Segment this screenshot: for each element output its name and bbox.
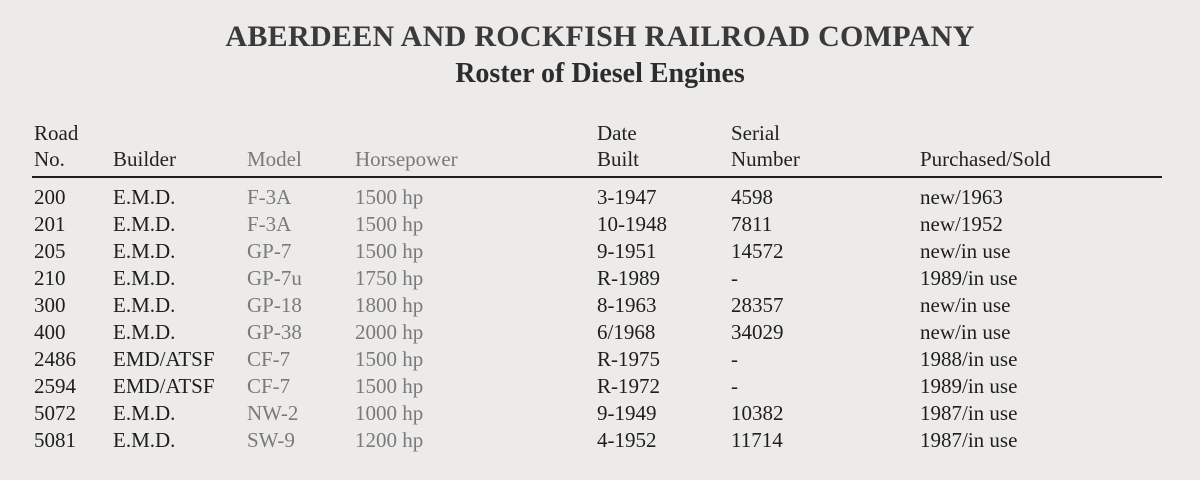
cell-model: NW-2 — [247, 401, 299, 425]
cell-serial-number: - — [731, 374, 738, 398]
header-horsepower: Horsepower — [355, 147, 458, 171]
cell-horsepower: 1800 hp — [355, 293, 424, 317]
header-road-line1: Road — [34, 121, 79, 145]
cell-model: GP-18 — [247, 293, 302, 317]
cell-road-number: 5081 — [34, 428, 76, 452]
cell-horsepower: 1500 hp — [355, 374, 424, 398]
cell-builder: EMD/ATSF — [113, 347, 215, 371]
header-builder: Builder — [113, 147, 176, 171]
cell-road-number: 300 — [34, 293, 66, 317]
header-rule — [32, 176, 1162, 178]
cell-date-built: R-1975 — [597, 347, 660, 371]
cell-date-built: R-1972 — [597, 374, 660, 398]
cell-serial-number: 11714 — [731, 428, 783, 452]
cell-purchased-sold: 1987/in use — [920, 428, 1018, 452]
cell-serial-number: 4598 — [731, 185, 773, 209]
cell-date-built: 9-1949 — [597, 401, 657, 425]
cell-horsepower: 1000 hp — [355, 401, 424, 425]
cell-serial-number: 28357 — [731, 293, 784, 317]
header-purchased-sold: Purchased/Sold — [920, 147, 1051, 171]
cell-date-built: 8-1963 — [597, 293, 657, 317]
cell-builder: E.M.D. — [113, 320, 176, 344]
cell-road-number: 205 — [34, 239, 66, 263]
cell-builder: E.M.D. — [113, 401, 176, 425]
cell-road-number: 210 — [34, 266, 66, 290]
cell-model: F-3A — [247, 212, 292, 236]
cell-date-built: 6/1968 — [597, 320, 656, 344]
cell-horsepower: 1500 hp — [355, 347, 424, 371]
cell-purchased-sold: new/in use — [920, 293, 1011, 317]
cell-builder: EMD/ATSF — [113, 374, 215, 398]
cell-date-built: 3-1947 — [597, 185, 657, 209]
cell-date-built: 10-1948 — [597, 212, 667, 236]
cell-serial-number: 34029 — [731, 320, 784, 344]
cell-serial-number: 14572 — [731, 239, 784, 263]
cell-builder: E.M.D. — [113, 239, 176, 263]
cell-builder: E.M.D. — [113, 212, 176, 236]
cell-date-built: 4-1952 — [597, 428, 657, 452]
cell-purchased-sold: new/1952 — [920, 212, 1003, 236]
cell-model: GP-38 — [247, 320, 302, 344]
cell-purchased-sold: 1989/in use — [920, 266, 1018, 290]
cell-model: GP-7 — [247, 239, 292, 263]
cell-date-built: 9-1951 — [597, 239, 657, 263]
cell-purchased-sold: new/1963 — [920, 185, 1003, 209]
document-title: ABERDEEN AND ROCKFISH RAILROAD COMPANY — [225, 20, 975, 53]
cell-model: F-3A — [247, 185, 292, 209]
cell-road-number: 201 — [34, 212, 66, 236]
cell-road-number: 400 — [34, 320, 66, 344]
document-subtitle: Roster of Diesel Engines — [455, 58, 745, 89]
cell-horsepower: 1750 hp — [355, 266, 424, 290]
cell-purchased-sold: new/in use — [920, 320, 1011, 344]
cell-horsepower: 1500 hp — [355, 239, 424, 263]
cell-model: GP-7u — [247, 266, 302, 290]
cell-purchased-sold: 1988/in use — [920, 347, 1018, 371]
cell-horsepower: 1500 hp — [355, 212, 424, 236]
cell-road-number: 2486 — [34, 347, 76, 371]
cell-builder: E.M.D. — [113, 266, 176, 290]
cell-horsepower: 1500 hp — [355, 185, 424, 209]
cell-model: CF-7 — [247, 374, 291, 398]
cell-road-number: 5072 — [34, 401, 76, 425]
cell-serial-number: - — [731, 347, 738, 371]
header-model: Model — [247, 147, 302, 171]
cell-builder: E.M.D. — [113, 428, 176, 452]
cell-road-number: 2594 — [34, 374, 76, 398]
cell-date-built: R-1989 — [597, 266, 660, 290]
cell-serial-number: - — [731, 266, 738, 290]
cell-horsepower: 2000 hp — [355, 320, 424, 344]
header-date-line1: Date — [597, 121, 637, 145]
cell-model: CF-7 — [247, 347, 291, 371]
cell-purchased-sold: 1987/in use — [920, 401, 1018, 425]
header-date-line2: Built — [597, 147, 640, 171]
cell-purchased-sold: 1989/in use — [920, 374, 1018, 398]
header-road-line2: No. — [34, 147, 65, 171]
cell-road-number: 200 — [34, 185, 66, 209]
header-serial-line1: Serial — [731, 121, 780, 145]
header-serial-line2: Number — [731, 147, 800, 171]
cell-builder: E.M.D. — [113, 293, 176, 317]
cell-purchased-sold: new/in use — [920, 239, 1011, 263]
cell-builder: E.M.D. — [113, 185, 176, 209]
cell-horsepower: 1200 hp — [355, 428, 424, 452]
cell-model: SW-9 — [247, 428, 295, 452]
cell-serial-number: 10382 — [731, 401, 784, 425]
cell-serial-number: 7811 — [731, 212, 773, 236]
